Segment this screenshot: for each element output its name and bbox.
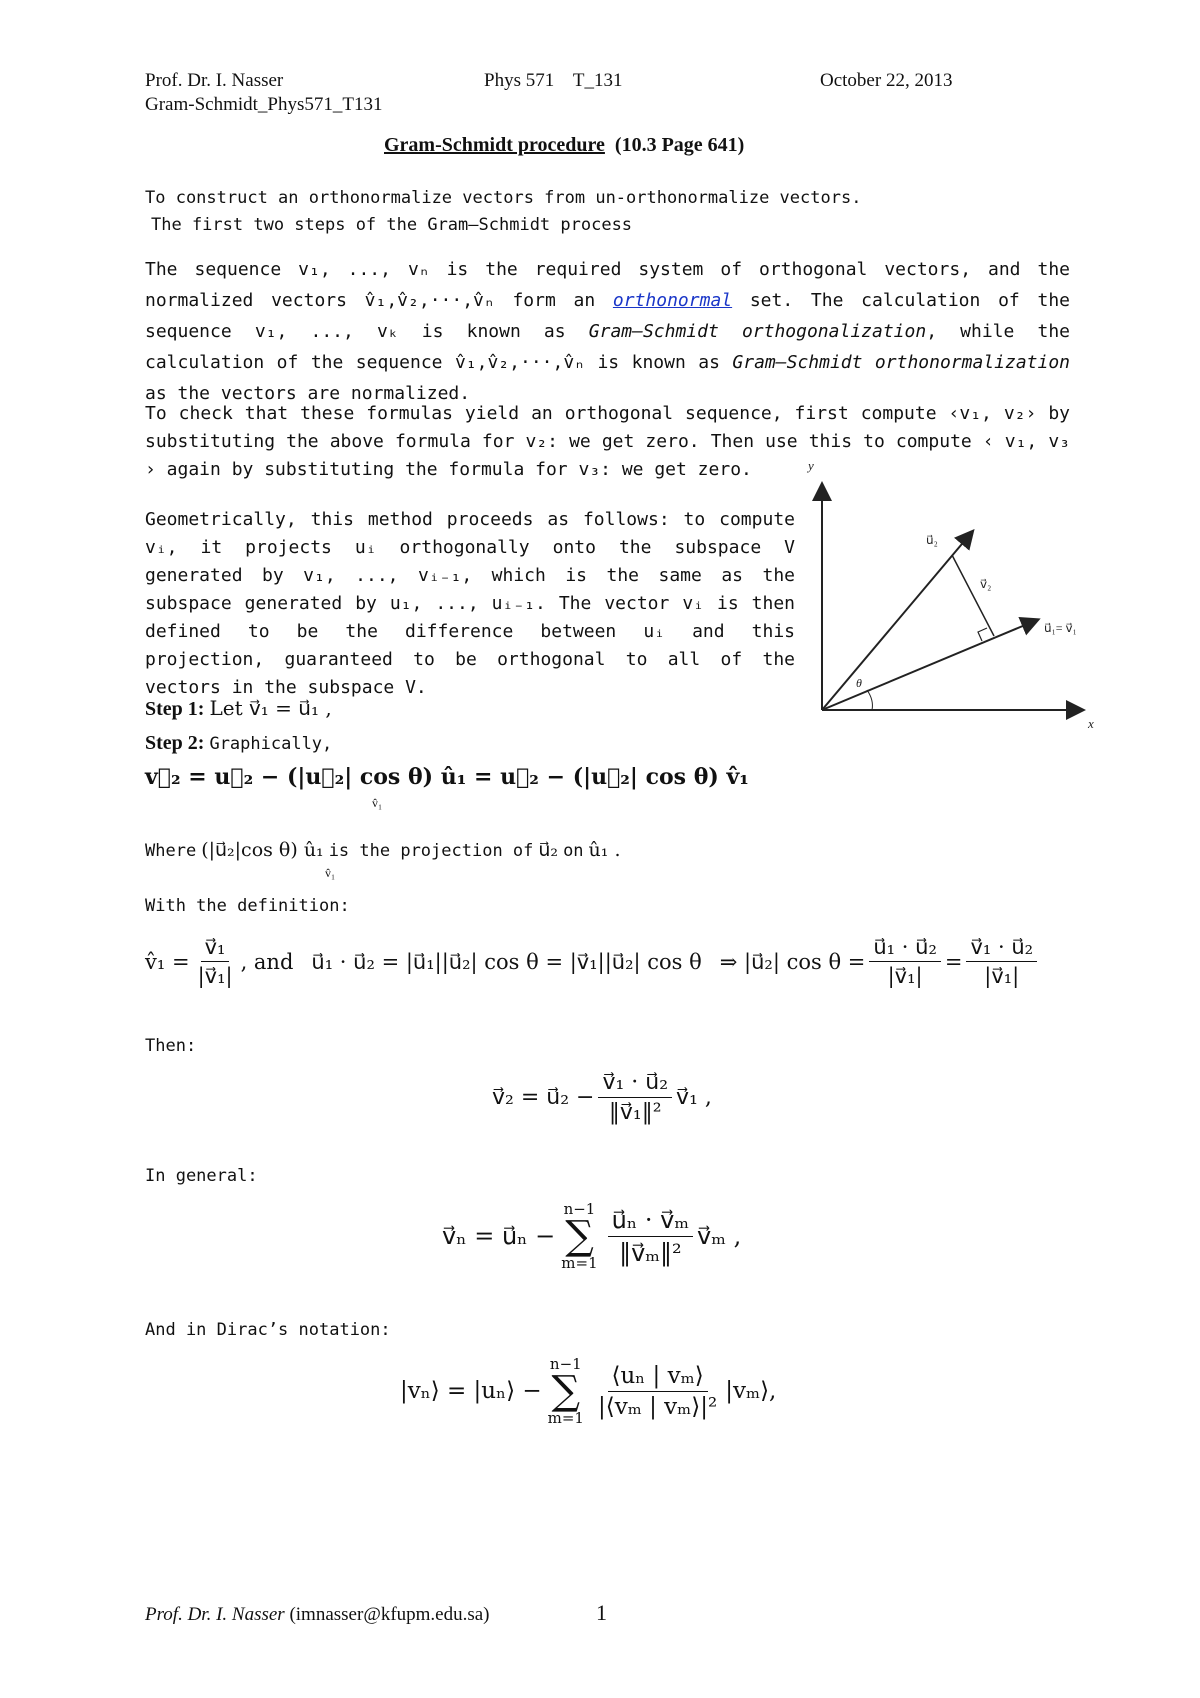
general-equation: v⃗ₙ = u⃗ₙ − n−1 ∑ m=1 $\frac{\text{u⃗ₙ · v⃗ₘ}}{\text{‖v⃗ₘ‖²}}$ v⃗ₘ , (442, 1200, 742, 1272)
y-axis-label: y (808, 458, 814, 473)
brace-note-2: v̂₁ (325, 866, 336, 880)
header-author: Prof. Dr. I. Nasser (145, 70, 284, 91)
header-course: Phys 571 T_131 (484, 70, 623, 91)
header-date: October 22, 2013 (820, 70, 953, 91)
v2-vector (952, 555, 994, 636)
step1: Step 1: Let v⃗₁ = u⃗₁ , (145, 696, 332, 720)
brace-note: v̂₁ (372, 796, 383, 810)
u2-label: u⃗₂ (926, 533, 938, 547)
header-file: Gram-Schmidt_Phys571_T131 (145, 94, 383, 115)
intro-line1: To construct an orthonormalize vectors from un-orthonormalize vectors. (145, 188, 862, 208)
v2-label: v⃗₂ (980, 577, 992, 591)
paragraph-sequence: The sequence v₁, ..., vₙ is the required system of orthogonal vectors, and the normalized vectors v̂₁,v̂₂,···,v̂ₙ form an orthonormal set. The calculation of the sequence v₁, ..., vₖ is known as Gram–Schmidt orthogonalization, while the calculation of the sequence v̂₁,v̂₂,···,v̂ₙ is known as Gram–Schmidt orthonormalization as the vectors are normalized. (145, 259, 1071, 404)
step2: Step 2: Graphically, (145, 732, 333, 754)
paragraph-geometric: Geometrically, this method proceeds as follows: to compute vᵢ, it projects uᵢ orthogonally onto the subspace V generated by v₁, ..., vᵢ₋₁, which is the same as the subspace generated by u₁, ..., uᵢ₋₁. The vector vᵢ is then defined to be the difference between uᵢ and this projection, guaranteed to be orthogonal to all of the vectors in the subspace V. (145, 509, 795, 698)
page-title (384, 134, 744, 157)
right-angle-mark (978, 628, 987, 641)
u2-vector (822, 532, 972, 710)
where-line: Where (|u⃗₂|cos θ) û₁ is the projection of u⃗₂ on û₁ . (145, 839, 621, 861)
u1-label: u⃗₁= v⃗₁ (1044, 621, 1077, 635)
page-number: 1 (596, 1600, 607, 1625)
orthonormal-link[interactable]: orthonormal (612, 290, 733, 311)
dirac-label: And in Dirac’s notation: (145, 1320, 391, 1340)
x-axis-label: x (1088, 716, 1094, 731)
title-ref: (10.3 Page 641) (614, 134, 745, 156)
footer-author: Prof. Dr. I. Nasser (imnasser@kfupm.edu.sa) (145, 1604, 490, 1625)
general-label: In general: (145, 1166, 258, 1186)
u1-vector (822, 620, 1037, 710)
title-main: Gram-Schmidt procedure (384, 134, 605, 156)
theta-label: θ (856, 676, 862, 690)
definition-label: With the definition: (145, 896, 350, 916)
theta-arc (867, 690, 872, 710)
then-label: Then: (145, 1036, 197, 1056)
step2-equation: v⃗₂ = u⃗₂ − (|u⃗₂| cos θ) û₁ = u⃗₂ − (|u⃗₂| cos θ) v̂₁ (145, 764, 749, 790)
gram-schmidt-figure (808, 458, 1102, 731)
then-equation: v⃗₂ = u⃗₂ − $\frac{\text{v⃗₁ · u⃗₂}}{\text{‖v⃗₁‖²}}$ v⃗₁ , (492, 1070, 712, 1125)
intro-line2: The first two steps of the Gram–Schmidt process (151, 215, 633, 235)
paragraph-check: To check that these formulas yield an orthogonal sequence, first compute ‹v₁, v₂› by substituting the above formula for v₂: we get zero. Then use this to compute ‹ v₁, v₃ › again by substituting the formula for v₃: we get zero. (145, 403, 1070, 480)
definition-equation: v̂₁ = $\frac{\text{v⃗₁}}{\text{|v⃗₁|}}$ , and u⃗₁ · u⃗₂ = |u⃗₁||u⃗₂| cos θ = |v⃗₁||u⃗₂| cos θ ⇒ |u⃗₂| cos θ = $\frac{\text{u⃗₁ · u⃗₂}}{\text{|v⃗₁|}}$ = $\frac{\text{v⃗₁ · u⃗₂}}{\text{|v⃗₁|}}$ (145, 935, 1041, 988)
dirac-equation: |vₙ⟩ = |uₙ⟩ − n−1 ∑ m=1 $\frac{\text{⟨uₙ | vₘ⟩}}{\text{|⟨vₘ | vₘ⟩|²}}$ |vₘ⟩, (400, 1355, 777, 1427)
